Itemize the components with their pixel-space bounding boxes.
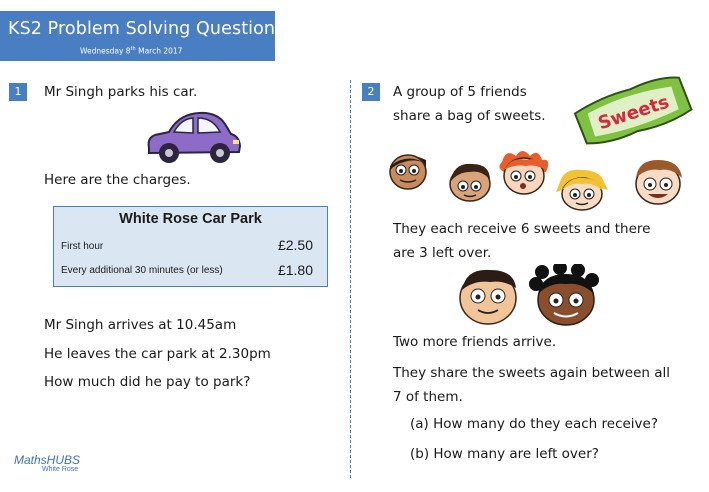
date-suffix: th bbox=[130, 46, 136, 52]
question-1-number: 1 bbox=[9, 83, 27, 101]
q2-question-a: (a) How many do they each receive? bbox=[410, 416, 659, 432]
sweets-bag-label: Sweets bbox=[595, 91, 672, 135]
q2-statement-3: Two more friends arrive. bbox=[393, 334, 557, 350]
page-title: KS2 Problem Solving Questions bbox=[8, 19, 285, 39]
q2-statement-4: They share the sweets again between all bbox=[393, 365, 671, 381]
row-price-additional: £1.80 bbox=[277, 262, 313, 278]
q2-intro-1: A group of 5 friends bbox=[393, 84, 527, 100]
friend-face-3 bbox=[499, 151, 548, 194]
row-price-first-hour: £2.50 bbox=[277, 237, 313, 253]
q1-charges-intro: Here are the charges. bbox=[44, 172, 191, 188]
q1-question: How much did he pay to park? bbox=[44, 374, 251, 390]
date-month-year: March 2017 bbox=[135, 46, 183, 56]
q2-statement-5: 7 of them. bbox=[393, 389, 463, 405]
logo-sub: White Rose bbox=[42, 466, 79, 473]
q1-arrival: Mr Singh arrives at 10.45am bbox=[44, 317, 237, 333]
logo-main: MathsHUBS bbox=[14, 453, 81, 467]
question-2-number: 2 bbox=[362, 83, 380, 101]
q2-intro-2: share a bag of sweets. bbox=[393, 108, 546, 124]
title-banner bbox=[0, 11, 285, 61]
row-label-first-hour: First hour bbox=[61, 241, 104, 252]
new-friend-face-2 bbox=[529, 264, 599, 325]
new-friend-face-1 bbox=[460, 270, 516, 324]
friend-face-4 bbox=[556, 170, 608, 210]
row-label-additional: Every additional 30 minutes (or less) bbox=[61, 265, 223, 276]
q2-statement-2: are 3 left over. bbox=[393, 245, 492, 261]
friend-face-5 bbox=[636, 160, 682, 204]
column-divider bbox=[350, 80, 351, 478]
q2-statement-1: They each receive 6 sweets and there bbox=[393, 221, 651, 237]
q2-question-b: (b) How many are left over? bbox=[410, 446, 599, 462]
maths-hubs-logo bbox=[14, 453, 80, 473]
date-day: Wednesday 8 bbox=[80, 46, 131, 56]
sweets-bag-illustration bbox=[566, 66, 696, 150]
car-park-charges-table bbox=[53, 206, 328, 287]
car-illustration bbox=[143, 108, 245, 168]
friend-face-1 bbox=[390, 155, 426, 189]
five-friends-illustration bbox=[386, 148, 692, 218]
friend-face-2 bbox=[450, 164, 490, 201]
table-title: White Rose Car Park bbox=[119, 211, 262, 227]
two-new-friends-illustration bbox=[456, 264, 606, 330]
q1-intro: Mr Singh parks his car. bbox=[44, 84, 198, 100]
q1-departure: He leaves the car park at 2.30pm bbox=[44, 346, 271, 362]
date-label bbox=[80, 46, 182, 56]
